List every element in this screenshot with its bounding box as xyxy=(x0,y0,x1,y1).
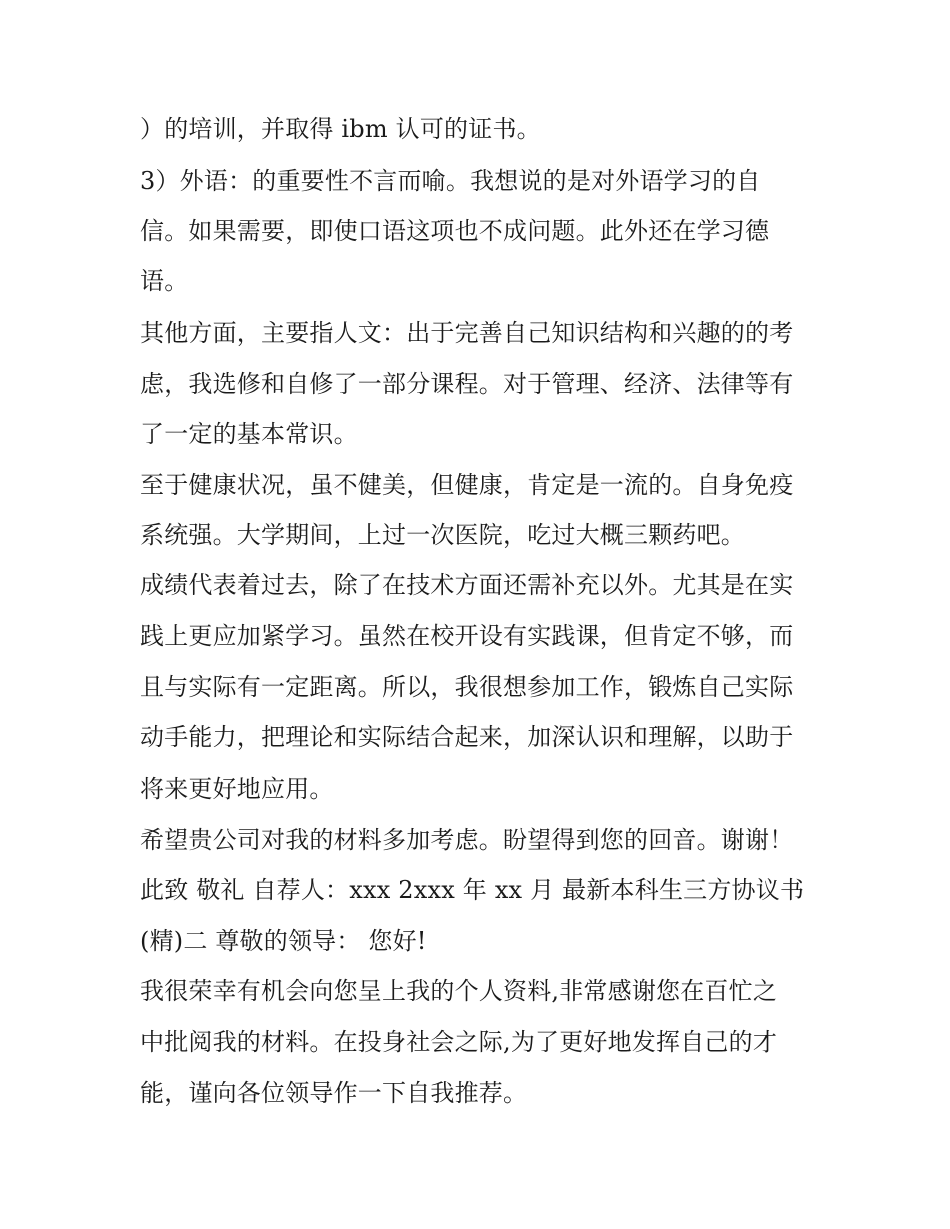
text-line: 虑，我选修和自修了一部分课程。对于管理、经济、法律等有 xyxy=(140,370,794,398)
text-line: 动手能力，把理论和实际结合起来，加深认识和理解，以助于 xyxy=(140,723,794,751)
text-line: 3）外语：的重要性不言而喻。我想说的是对外语学习的自 xyxy=(140,167,761,195)
text-line: 我很荣幸有机会向您呈上我的个人资料,非常感谢您在百忙之 xyxy=(140,977,778,1005)
text-line: 践上更应加紧学习。虽然在校开设有实践课，但肯定不够，而 xyxy=(140,622,794,650)
text-line: 且与实际有一定距离。所以，我很想参加工作，锻炼自己实际 xyxy=(140,673,794,701)
text-line: 中批阅我的材料。在投身社会之际,为了更好地发挥自己的才 xyxy=(140,1028,778,1056)
text-line: 至于健康状况，虽不健美，但健康，肯定是一流的。自身免疫 xyxy=(140,471,794,499)
text-line: 信。如果需要，即使口语这项也不成问题。此外还在学习德 xyxy=(140,217,770,245)
text-line: 成绩代表着过去，除了在技术方面还需补充以外。尤其是在实 xyxy=(140,571,794,599)
text-line: 将来更好地应用。 xyxy=(140,775,334,803)
text-line: (精)二 尊敬的领导： 您好! xyxy=(140,927,427,955)
text-line: 能，谨向各位领导作一下自我推荐。 xyxy=(140,1079,528,1107)
text-line: 其他方面，主要指人文：出于完善自己知识结构和兴趣的的考 xyxy=(140,319,794,347)
text-line: 语。 xyxy=(140,267,189,295)
text-line: 此致 敬礼 自荐人：xxx 2xxx 年 xx 月 最新本科生三方协议书 xyxy=(140,876,805,904)
text-line: 系统强。大学期间，上过一次医院，吃过大概三颗药吧。 xyxy=(140,521,745,549)
text-line: 了一定的基本常识。 xyxy=(140,420,358,448)
text-line: 希望贵公司对我的材料多加考虑。盼望得到您的回音。谢谢！ xyxy=(140,826,794,854)
text-line: ）的培训，并取得 ibm 认可的证书。 xyxy=(140,115,541,143)
